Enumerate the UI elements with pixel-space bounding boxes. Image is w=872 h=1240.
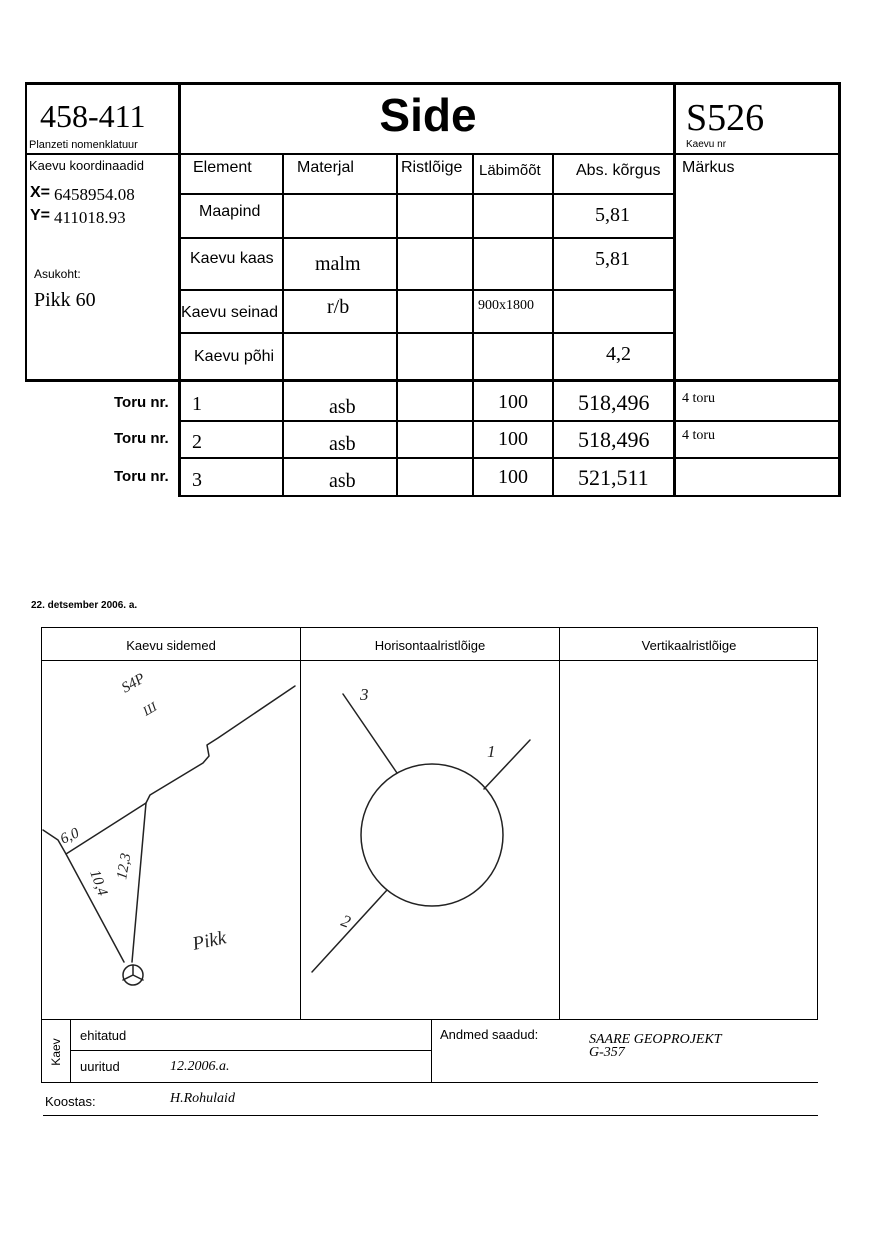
- sketch-dist-a: 6,0: [57, 825, 82, 848]
- pipe-line-2: [312, 890, 387, 972]
- compiled-by-label: Koostas:: [45, 1094, 96, 1109]
- pipe-material: asb: [329, 433, 356, 455]
- pipe-number: 2: [192, 431, 202, 453]
- pipe-label-3: 3: [360, 685, 369, 704]
- y-label: Y=: [30, 207, 51, 224]
- pipe-number: 3: [192, 469, 202, 491]
- surveyed-label: uuritud: [80, 1059, 120, 1074]
- well-side-label: Kaev: [49, 1038, 63, 1066]
- compiled-by-value: H.Rohulaid: [170, 1091, 235, 1106]
- sketch-dist-c: 12,3: [114, 852, 135, 881]
- col-diameter: Läbimõõt: [479, 162, 541, 179]
- col-material: Materjal: [297, 159, 354, 176]
- col-element: Element: [193, 159, 252, 176]
- element-name: Kaevu kaas: [190, 250, 274, 267]
- pipe-label-2: 2: [338, 910, 354, 932]
- data-source-company: SAARE GEOPROJEKT: [589, 1032, 722, 1047]
- panel-ties-title: Kaevu sidemed: [126, 638, 216, 653]
- data-source-code: G-357: [589, 1045, 625, 1060]
- pipe-diameter: 100: [498, 391, 528, 413]
- x-value: 6458954.08: [54, 185, 135, 204]
- panel-vertical-title: Vertikaalristlõige: [641, 638, 737, 653]
- element-name: Kaevu põhi: [194, 348, 275, 365]
- map-sheet-label: Planzeti nomenklatuur: [29, 139, 138, 151]
- pipe-label: Toru nr.: [114, 430, 169, 447]
- well-number-label: Kaevu nr: [686, 139, 727, 150]
- pipe-height: 518,496: [578, 390, 650, 415]
- pipe-label: Toru nr.: [114, 468, 169, 485]
- pipe-note: 4 toru: [682, 391, 716, 406]
- pipe-height: 518,496: [578, 427, 650, 452]
- location-value: Pikk 60: [34, 289, 96, 311]
- sketch-ref-label: S4P: [119, 670, 148, 697]
- pipe-height: 521,511: [578, 465, 649, 490]
- building-outline: [43, 686, 295, 854]
- built-label: ehitatud: [80, 1028, 127, 1043]
- pipe-material: asb: [329, 470, 356, 492]
- element-height: 5,81: [595, 204, 630, 226]
- map-sheet-number: 458-411: [40, 98, 146, 134]
- location-label: Asukoht:: [34, 267, 81, 281]
- sketch-ref-sub: Ш: [140, 698, 160, 719]
- well-number: S526: [686, 97, 765, 139]
- pipe-diameter: 100: [498, 466, 528, 488]
- element-material: r/b: [327, 296, 350, 318]
- survey-date: 22. detsember 2006. a.: [31, 600, 138, 611]
- page-title: Side: [379, 89, 477, 141]
- element-height: 5,81: [595, 248, 630, 270]
- x-label: X=: [30, 184, 51, 201]
- pipe-label-1: 1: [487, 742, 496, 761]
- pipe-label: Toru nr.: [114, 394, 169, 411]
- tie-line-a: [132, 803, 146, 962]
- pipe-diameter: 100: [498, 428, 528, 450]
- col-height: Abs. kõrgus: [576, 162, 661, 179]
- sketch-labels: [58, 671, 229, 956]
- data-source-label: Andmed saadud:: [440, 1027, 539, 1042]
- element-height: 4,2: [606, 343, 631, 365]
- pipe-note: 4 toru: [682, 428, 716, 443]
- panel-horizontal-title: Horisontaalristlõige: [374, 638, 486, 653]
- y-value: 411018.93: [54, 208, 126, 227]
- element-material: malm: [315, 253, 361, 275]
- sketch-street-label: Pikk: [190, 927, 229, 955]
- col-section: Ristlõige: [401, 159, 463, 176]
- element-name: Maapind: [199, 203, 261, 220]
- coords-label: Kaevu koordinaadid: [29, 158, 144, 173]
- col-note: Märkus: [682, 159, 735, 176]
- surveyed-value: 12.2006.a.: [170, 1059, 230, 1074]
- element-name: Kaevu seinad: [181, 304, 278, 321]
- element-diameter: 900x1800: [478, 298, 534, 313]
- well-section-circle: [361, 764, 503, 906]
- pipe-line-3: [343, 694, 397, 773]
- sketch-dist-b: 10,4: [86, 867, 111, 899]
- pipe-number: 1: [192, 393, 202, 415]
- pipe-material: asb: [329, 396, 356, 418]
